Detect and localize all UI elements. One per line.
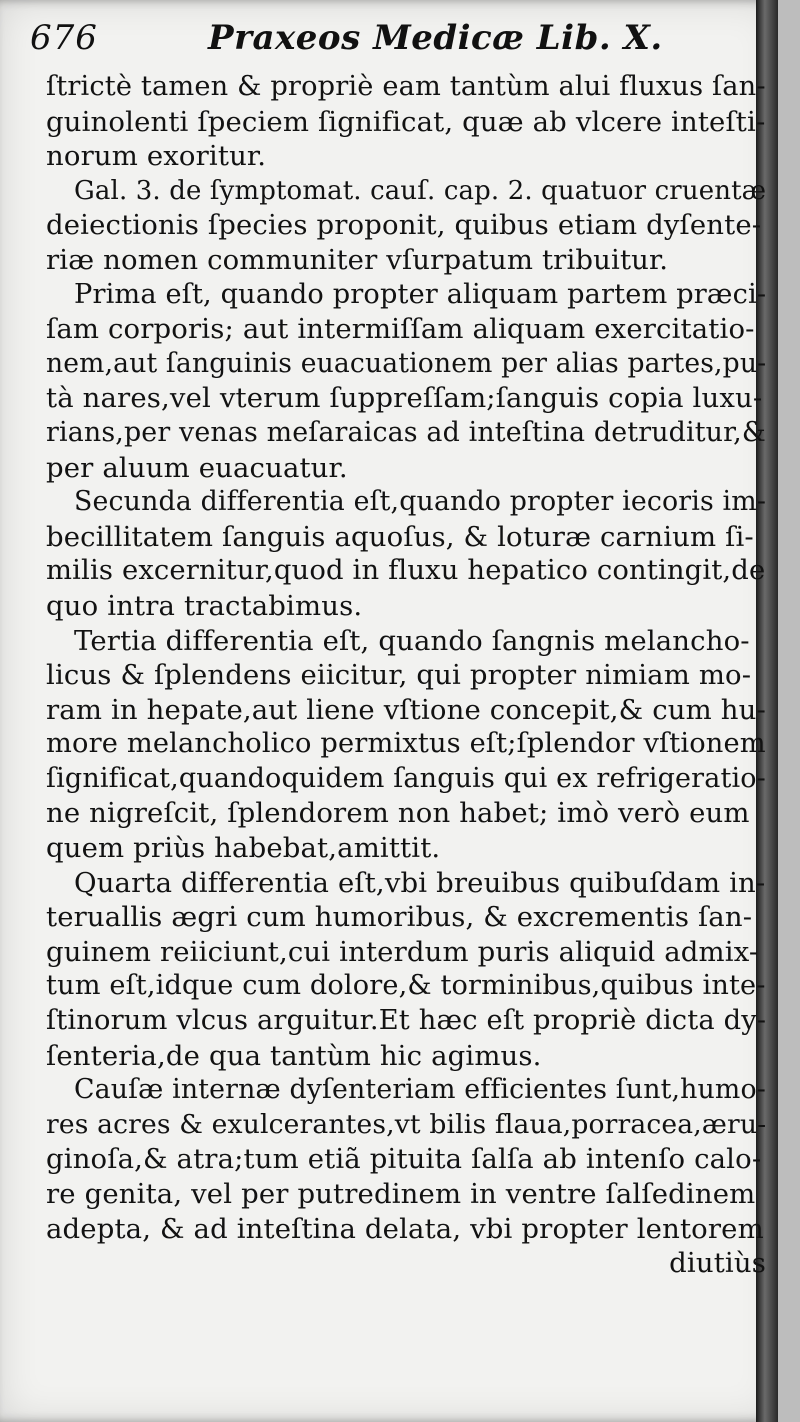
text-line: nem,aut ſanguinis euacuationem per alias partes,pu- [46,347,766,379]
text-line: deiectionis ſpecies proponit, quibus etiam dyſente- [46,209,762,242]
text-line: Secunda differentia eſt,quando propter iecoris im- [74,486,766,518]
text-line: quo intra tractabimus. [46,589,363,622]
text-line: guinem reiiciunt,cui interdum puris aliquid admix- [46,935,759,968]
text-line: ſenteria,de qua tantùm hic agimus. [46,1039,542,1072]
page-number: 676 [30,18,98,58]
text-line: guinolenti ſpeciem ſignificat, quæ ab vlcere inteſti- [46,105,766,138]
text-line: quem priùs habebat,amittit. [46,832,441,865]
text-line: ſtinorum vlcus arguitur.Et hæc eſt propriè dicta dy- [46,1005,766,1037]
text-line: teruallis ægri cum humoribus, & excrementis ſan- [46,901,753,934]
text-line: Prima eſt, quando propter aliquam partem præci- [74,278,766,310]
page-header [30,12,770,68]
text-line: re genita, vel per putredinem in ventre ſalſedinem [46,1178,756,1210]
text-line: diutiùs [669,1247,766,1280]
text-line: res acres & exulcerantes,vt bilis flaua,porracea,æru- [46,1108,766,1140]
text-line: ſignificat,quandoquidem ſanguis qui ex refrigeratio- [46,762,766,794]
text-line: ginoſa,& atra;tum etiã pituita ſalſa ab intenſo calo- [46,1143,762,1176]
text-line: riæ nomen communiter vſurpatum tribuitur. [46,243,669,276]
text-line: tum eſt,idque cum dolore,& torminibus,quibus inte- [46,970,766,1002]
text-line: ſam corporis; aut intermiſſam aliquam exercitatio- [46,313,755,346]
text-line: rians,per venas meſaraicas ad inteſtina detruditur,& [46,416,766,448]
text-line: more melancholico permixtus eſt;ſplendor vſtionem [46,728,766,760]
text-line: becillitatem ſanguis aquoſus, & loturæ carnium ſi- [46,520,754,553]
body-text [46,70,766,1281]
text-line: Quarta differentia eſt,vbi breuibus quibuſdam in- [74,866,766,899]
text-line: milis excernitur,quod in fluxu hepatico contingit,de [46,555,766,587]
text-line: Cauſæ internæ dyſenteriam efficientes ſunt,humo- [74,1074,766,1106]
running-head: Praxeos Medicæ Lib. X. [208,18,663,58]
text-line: Tertia differentia eſt, quando ſangnis melancho- [74,624,750,657]
text-line: ram in hepate,aut liene vſtione concepit,& cum hu- [46,693,766,726]
text-line: adepta, & ad inteſtina delata, vbi propter lentorem [46,1212,764,1245]
text-line: per aluum euacuatur. [46,451,348,484]
text-line: licus & ſplendens eiicitur, qui propter nimiam mo- [46,659,752,692]
text-line: ne nigreſcit, ſplendorem non habet; imò verò eum [46,797,750,830]
text-line: norum exoritur. [46,140,267,173]
text-line: ſtrictè tamen & propriè eam tantùm alui fluxus ſan- [46,71,766,102]
text-line: Gal. 3. de ſymptomat. cauſ. cap. 2. quatuor cruentæ [74,175,766,206]
text-line: tà nares,vel vterum ſuppreſſam;ſanguis copia luxu- [46,382,763,415]
